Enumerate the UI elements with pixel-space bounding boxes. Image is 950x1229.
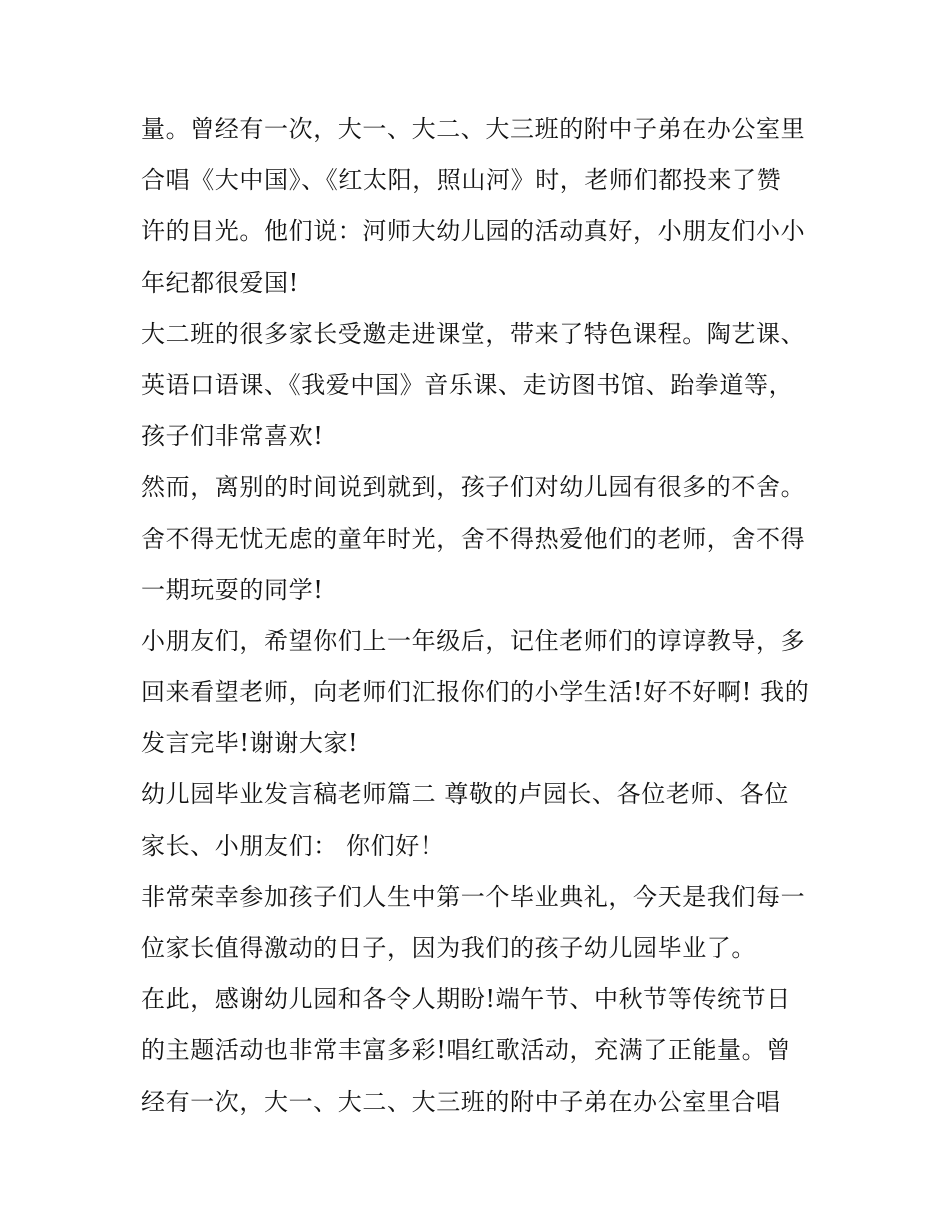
text-line: 的主题活动也非常丰富多彩!唱红歌活动，充满了正能量。曾 xyxy=(141,1036,791,1065)
text-line: 非常荣幸参加孩子们人生中第一个毕业典礼，今天是我们每一 xyxy=(141,882,806,911)
text-line: 小朋友们，希望你们上一年级后，记住老师们的谆谆教导，多 xyxy=(141,626,806,655)
text-line: 一期玩耍的同学! xyxy=(141,575,324,604)
text-line: 合唱《大中国》、《红太阳，照山河》时，老师们都投来了赞 xyxy=(141,166,782,195)
text-line: 位家长值得激动的日子，因为我们的孩子幼儿园毕业了。 xyxy=(141,934,756,962)
text-line: 在此，感谢幼儿园和各令人期盼!端午节、中秋节等传统节日 xyxy=(141,985,791,1014)
text-line: 英语口语课、《我爱中国》音乐课、走访图书馆、跆拳道等， xyxy=(141,370,794,399)
text-line: 然而，离别的时间说到就到，孩子们对幼儿园有很多的不舍。 xyxy=(141,473,806,502)
document-body xyxy=(141,104,831,1128)
text-line: 大二班的很多家长受邀走进课堂，带来了特色课程。陶艺课、 xyxy=(141,319,806,348)
text-line: 孩子们非常喜欢! xyxy=(141,422,324,451)
text-line: 许的目光。他们说：河师大幼儿园的活动真好，小朋友们小小 xyxy=(141,217,806,246)
text-line: 家长、小朋友们： 你们好！ xyxy=(141,831,445,860)
text-line: 幼儿园毕业发言稿老师篇二 尊敬的卢园长、各位老师、各位 xyxy=(141,780,789,809)
text-line: 年纪都很爱国! xyxy=(141,268,299,297)
text-line: 发言完毕!谢谢大家! xyxy=(141,729,359,758)
text-line: 经有一次，大一、大二、大三班的附中子弟在办公室里合唱 xyxy=(141,1087,781,1116)
text-line: 回来看望老师，向老师们汇报你们的小学生活!好不好啊! 我的 xyxy=(141,678,810,707)
text-line: 舍不得无忧无虑的童年时光，舍不得热爱他们的老师，舍不得 xyxy=(141,524,806,553)
text-line: 量。曾经有一次，大一、大二、大三班的附中子弟在办公室里 xyxy=(141,115,806,143)
